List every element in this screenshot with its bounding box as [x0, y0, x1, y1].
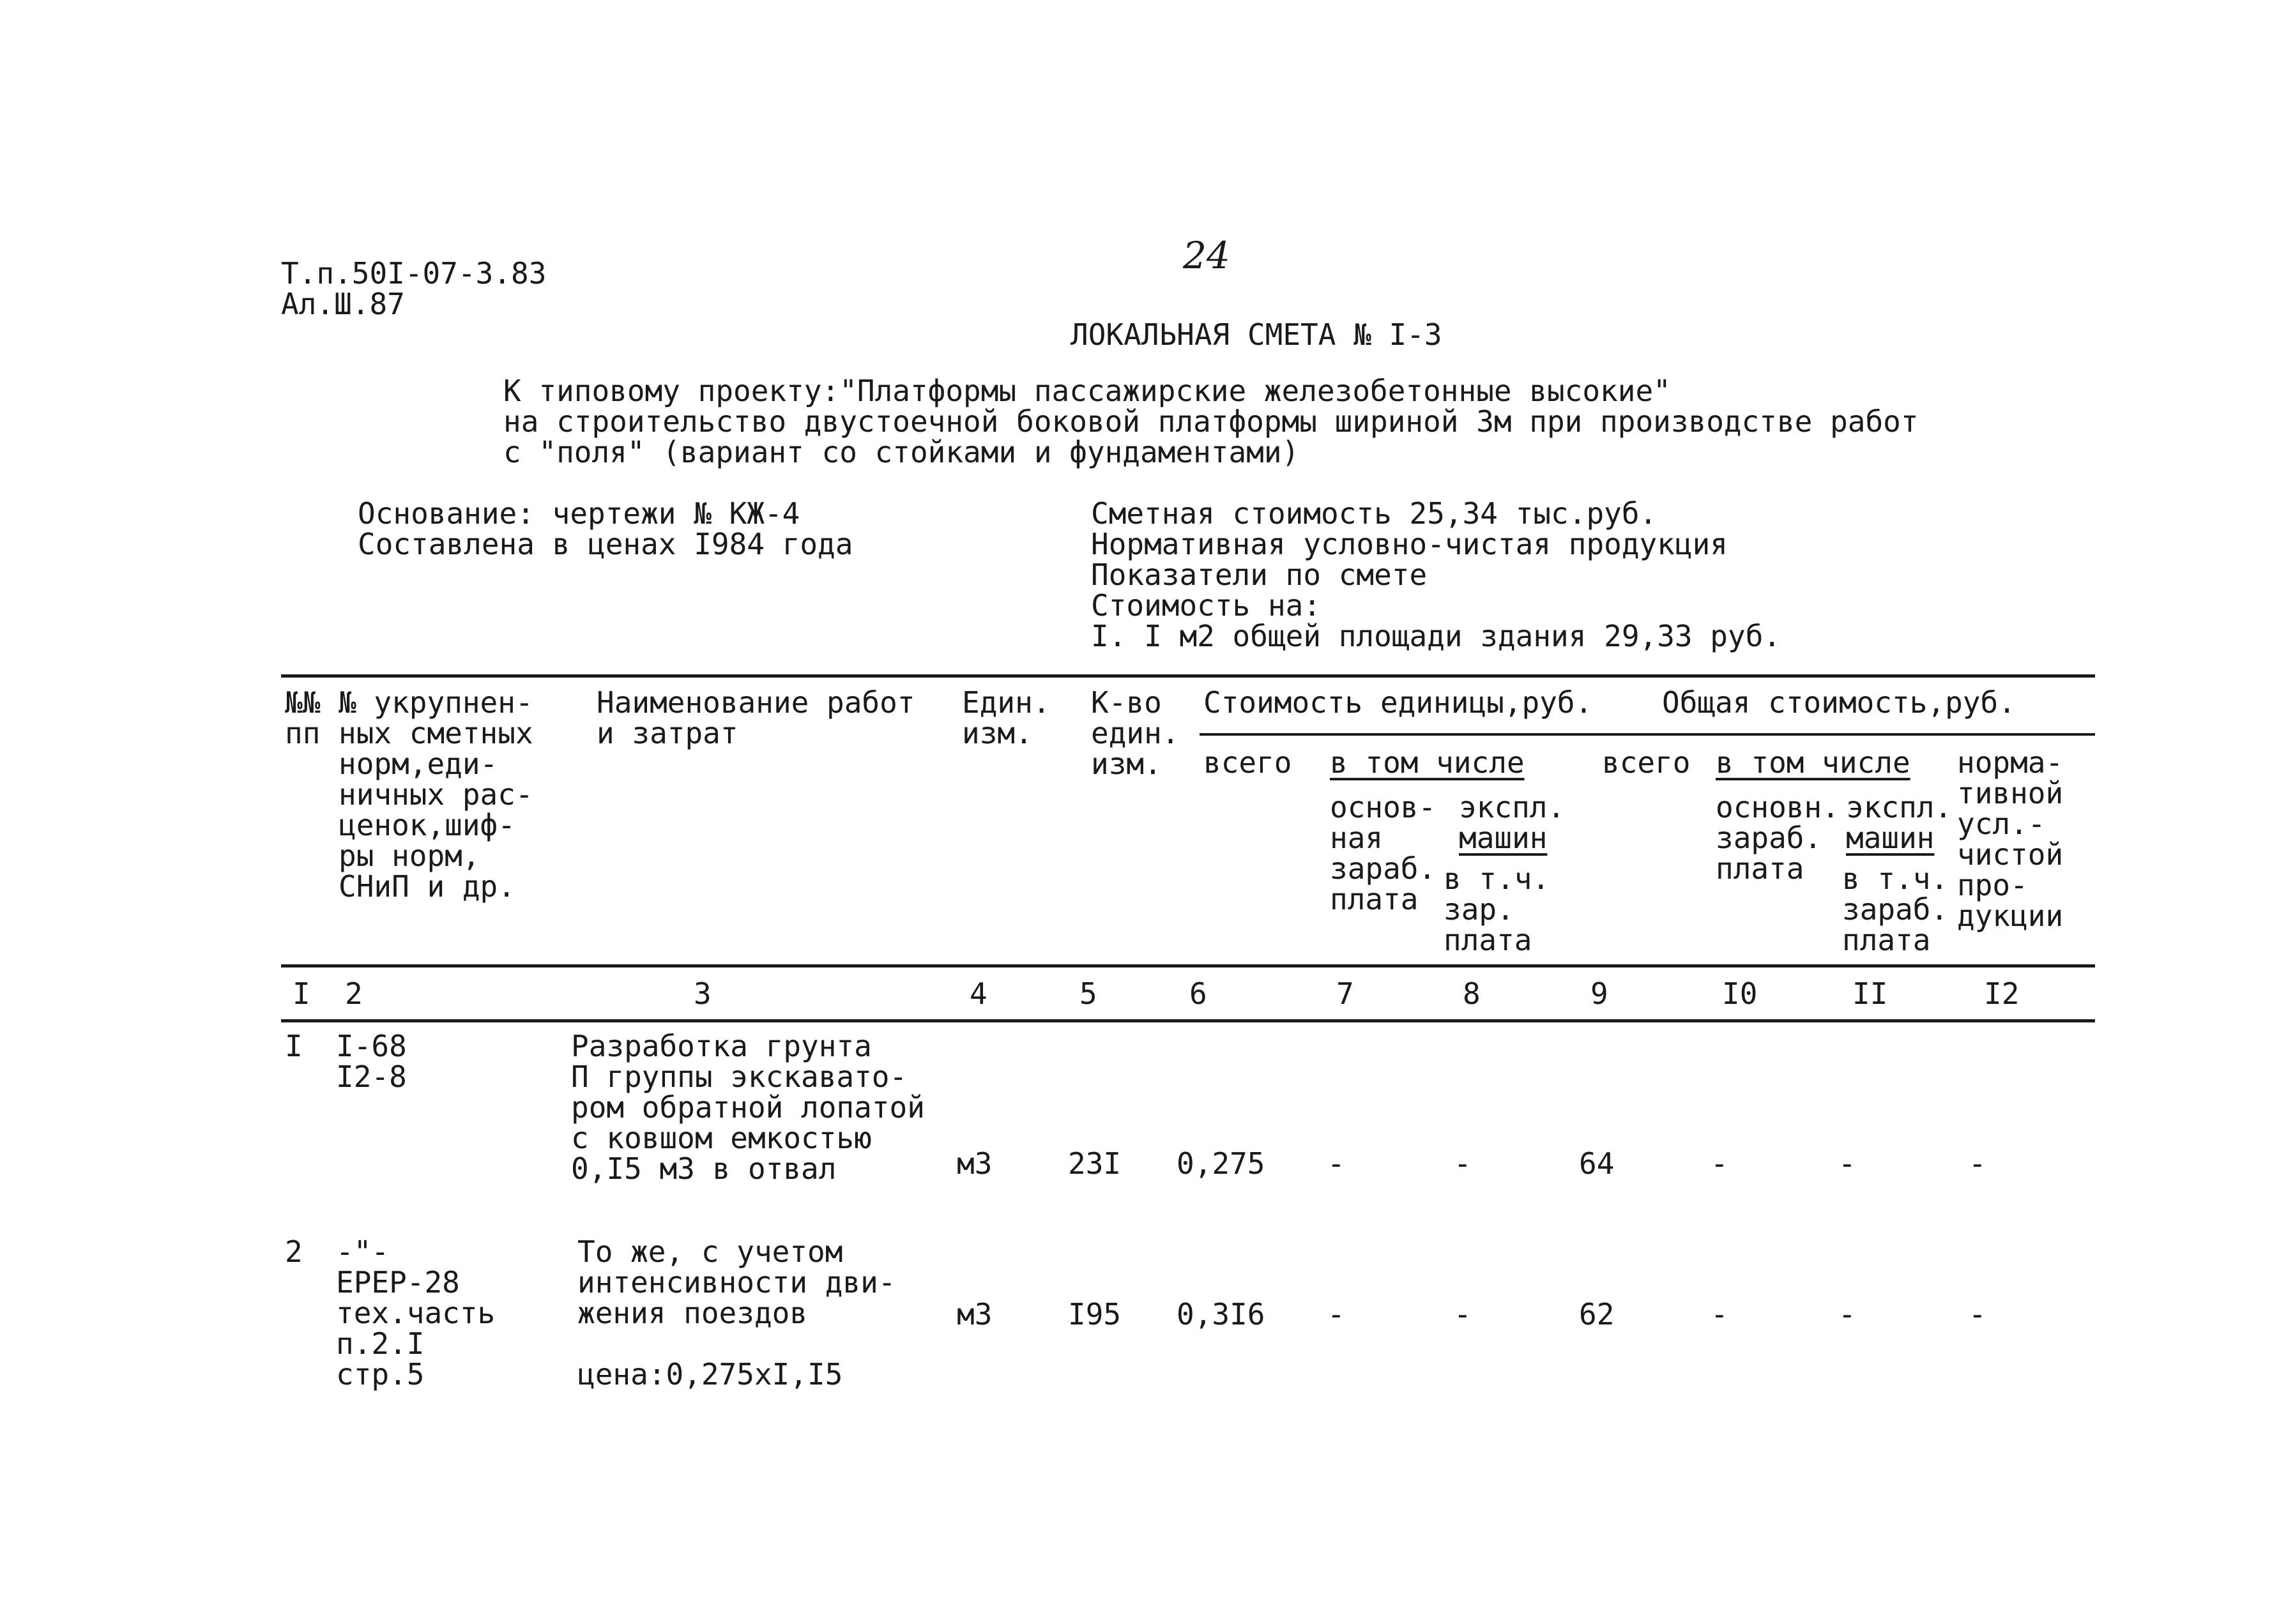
- column-number: 9: [1590, 976, 1608, 1011]
- column-number: 2: [345, 976, 363, 1011]
- cost-per-label: Стоимость на:: [1091, 588, 1322, 623]
- row-2-name: То же, с учетом интенсивности дви- жения поездов цена:0,275хI,I5: [577, 1234, 896, 1392]
- unit-incl-header: в том числе: [1330, 745, 1525, 780]
- unit-machine-wage-header: в т.ч. зар. плата: [1444, 861, 1550, 957]
- table-top-rule: [281, 674, 2095, 678]
- column-number: I: [293, 976, 310, 1011]
- row-1-code: I-68 I2-8: [336, 1029, 407, 1094]
- project-line-3: с "поля" (вариант со стойками и фундаментами): [503, 435, 1300, 469]
- row-1-number: I: [285, 1029, 303, 1063]
- project-line-1: К типовому проекту:"Платформы пассажирские железобетонные высокие": [503, 374, 1671, 408]
- total-machine-wage-header: в т.ч. зараб. плата: [1842, 861, 1949, 957]
- normative-header: норма- тивной усл.- чистой про- дукции: [1957, 745, 2064, 933]
- column-number: II: [1852, 976, 1888, 1011]
- row-1-total: 64: [1579, 1146, 1615, 1181]
- prices-line: Составлена в ценах I984 года: [358, 527, 853, 561]
- row-1-qty: 23I: [1068, 1146, 1122, 1181]
- total-header: всего: [1602, 745, 1691, 780]
- row-2-total: 62: [1579, 1297, 1615, 1332]
- row-2-normative: -: [1969, 1297, 1986, 1332]
- indicators-label: Показатели по смете: [1091, 558, 1428, 592]
- column-numbers-rule: [281, 1019, 2095, 1022]
- row-2-total-base-wage: -: [1711, 1297, 1728, 1332]
- col-number-header: №№ пп: [285, 685, 321, 750]
- cost-group-rule: [1200, 733, 2095, 736]
- document-title: ЛОКАЛЬНАЯ СМЕТА № I-3: [1071, 317, 1442, 352]
- col-unit-header: Един. изм.: [962, 685, 1051, 750]
- total-machine-header: экспл.: [1846, 790, 1953, 824]
- total-incl-header: в том числе: [1716, 745, 1910, 780]
- total-cost-group-header: Общая стоимость,руб.: [1662, 685, 2016, 720]
- row-2-total-machine: -: [1838, 1297, 1856, 1332]
- row-2-qty: I95: [1068, 1297, 1122, 1332]
- column-number: I2: [1984, 976, 2020, 1011]
- column-number: I0: [1722, 976, 1758, 1011]
- row-2-unit-base-wage: -: [1327, 1297, 1345, 1332]
- col-qty-header: К-во един. изм.: [1091, 685, 1180, 781]
- row-2-unit-total: 0,3I6: [1177, 1297, 1265, 1332]
- row-1-unit: м3: [957, 1146, 993, 1181]
- row-1-total-base-wage: -: [1711, 1146, 1728, 1181]
- project-line-2: на строительство двустоечной боковой платформы шириной 3м при производстве работ: [503, 404, 1919, 439]
- row-1-total-machine: -: [1838, 1146, 1856, 1181]
- cost-per-m2: I. I м2 общей площади здания 29,33 руб.: [1091, 619, 1781, 653]
- unit-cost-group-header: Стоимость единицы,руб.: [1203, 685, 1593, 720]
- column-number: 6: [1189, 976, 1207, 1011]
- document-code-secondary: Ал.Ш.87: [281, 287, 405, 321]
- document-code: Т.п.50I-07-3.83: [281, 256, 547, 291]
- unit-machine-header: экспл.: [1459, 790, 1566, 824]
- column-number: 7: [1336, 976, 1354, 1011]
- basis-line: Основание: чертежи № КЖ-4: [358, 496, 800, 531]
- column-number: 4: [970, 976, 987, 1011]
- row-2-unit-machine: -: [1454, 1297, 1472, 1332]
- row-1-normative: -: [1969, 1146, 1986, 1181]
- total-base-wage-header: основн. зараб. плата: [1716, 790, 1840, 886]
- column-number: 5: [1079, 976, 1097, 1011]
- unit-machine-header-2: машин: [1459, 821, 1548, 855]
- column-number: 3: [694, 976, 712, 1011]
- row-1-unit-machine: -: [1454, 1146, 1472, 1181]
- estimated-cost: Сметная стоимость 25,34 тыс.руб.: [1091, 496, 1658, 531]
- row-2-unit: м3: [957, 1297, 993, 1332]
- col-code-header: № укрупнен- ных сметных норм,еди- ничных рас- ценок,шиф- ры норм, СНиП и др.: [339, 685, 533, 904]
- row-2-code: -"- ЕРЕР-28 тех.часть п.2.I стр.5: [336, 1234, 496, 1392]
- unit-base-wage-header: основ- ная зараб. плата: [1330, 790, 1437, 916]
- total-machine-header-2: машин: [1846, 821, 1935, 855]
- normative-production: Нормативная условно-чистая продукция: [1091, 527, 1728, 561]
- row-1-unit-base-wage: -: [1327, 1146, 1345, 1181]
- header-bottom-rule: [281, 964, 2095, 968]
- row-2-number: 2: [285, 1234, 303, 1269]
- row-1-unit-total: 0,275: [1177, 1146, 1265, 1181]
- column-number: 8: [1463, 976, 1481, 1011]
- col-name-header: Наименование работ и затрат: [597, 685, 915, 750]
- page-number: 24: [1183, 234, 1230, 277]
- unit-total-header: всего: [1203, 745, 1292, 780]
- row-1-name: Разработка грунта П группы экскавато- ром обратной лопатой с ковшом емкостью 0,I5 м3 в отвал: [571, 1029, 925, 1186]
